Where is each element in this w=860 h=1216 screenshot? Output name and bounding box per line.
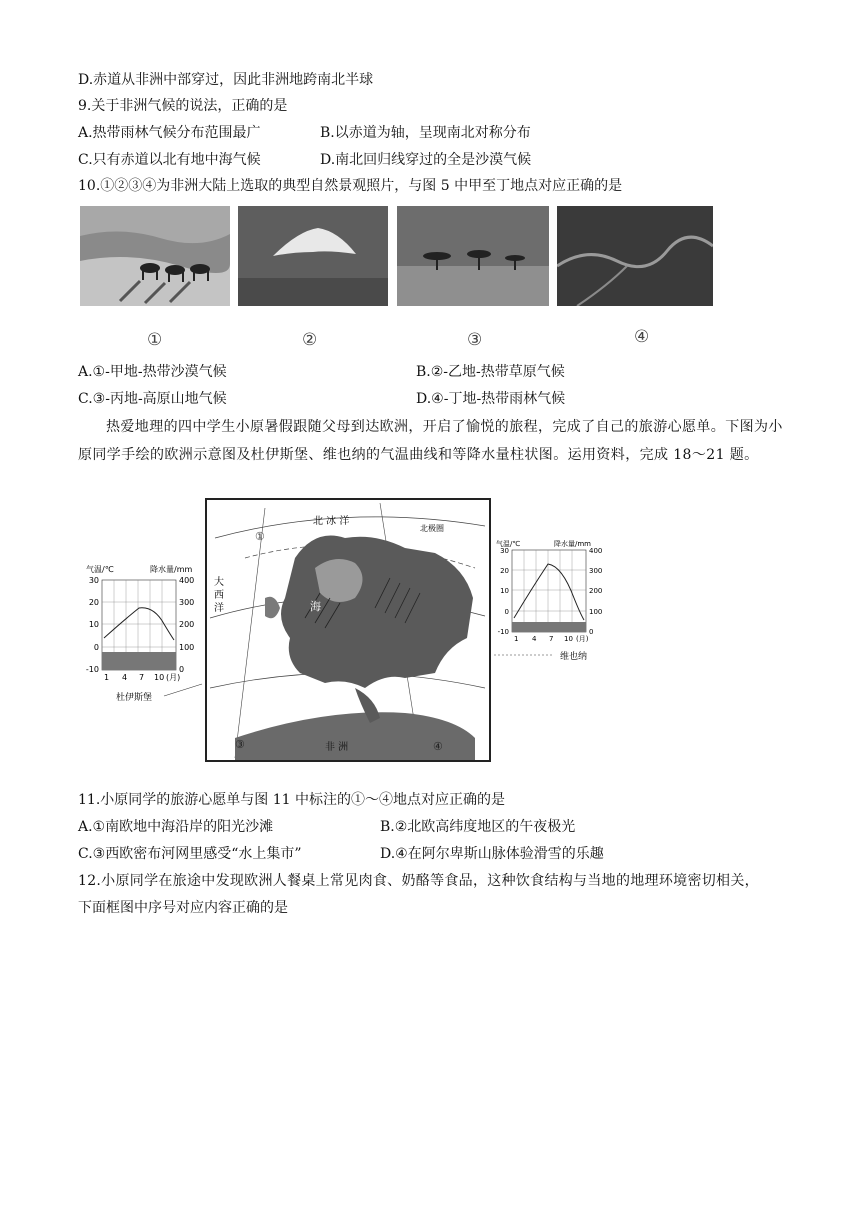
q11-option-a: A.①南欧地中海沿岸的阳光沙滩 — [78, 819, 274, 835]
q11-stem: 11.小原同学的旅游心愿单与图 11 中标注的①～④地点对应正确的是 — [78, 792, 505, 808]
right-xtick-7: 7 — [549, 635, 554, 643]
right-rtick-400: 400 — [589, 547, 603, 555]
climate-chart-duisburg — [84, 562, 204, 712]
right-xtick-1: 1 — [514, 635, 519, 643]
left-ylabel-temp: 气温/℃ — [86, 565, 114, 574]
q11-option-c: C.③西欧密布河网里感受“水上集市” — [78, 846, 302, 862]
q10-option-b: B.②-乙地-热带草原气候 — [416, 364, 565, 380]
photo-caption-1: ① — [147, 330, 163, 350]
map-arctic-circle: 北极圈 — [420, 524, 444, 533]
right-tick-10: 10 — [500, 587, 509, 595]
photo-caption-2: ② — [302, 330, 318, 350]
intro-paragraph: 热爱地理的四中学生小原暑假跟随父母到达欧洲，开启了愉悦的旅程，完成了自己的旅游心愿单。下图为小原同学手绘的欧洲示意图及杜伊斯堡、维也纳的气温曲线和等降水量柱状图。运用资料，完成 18～21 题。 — [78, 419, 783, 463]
q10-option-a: A.①-甲地-热带沙漠气候 — [78, 364, 227, 380]
q11-option-b: B.②北欧高纬度地区的午夜极光 — [380, 819, 576, 835]
right-rtick-300: 300 — [589, 567, 603, 575]
q10-option-d: D.④-丁地-热带雨林气候 — [416, 391, 566, 407]
left-rtick-200: 200 — [179, 620, 195, 629]
left-rtick-400: 400 — [179, 576, 195, 585]
q9-option-b: B.以赤道为轴，呈现南北对称分布 — [320, 125, 531, 141]
left-tick-10: 10 — [88, 620, 99, 629]
photo-savanna — [397, 206, 549, 306]
right-ylabel-precip: 降水量/mm — [554, 540, 591, 548]
left-ylabel-precip: 降水量/mm — [150, 565, 193, 574]
q11-option-d: D.④在阿尔卑斯山脉体验滑雪的乐趣 — [380, 846, 604, 862]
left-tick-20: 20 — [88, 598, 99, 607]
right-rtick-100: 100 — [589, 608, 603, 616]
q9-option-a: A.热带雨林气候分布范围最广 — [78, 125, 261, 141]
vienna-label: 维也纳 — [560, 652, 588, 662]
left-tick-m10: -10 — [85, 665, 99, 674]
left-xtick-7: 7 — [139, 673, 145, 682]
right-xtick-10: 10 — [564, 635, 573, 643]
left-xtick-4: 4 — [122, 673, 128, 682]
map-atlantic-ocean: 大 西 洋 — [211, 576, 223, 613]
duisburg-label: 杜伊斯堡 — [116, 693, 153, 703]
europe-map — [205, 498, 491, 762]
photo-snow-mountain — [238, 206, 388, 306]
map-mark-1: ① — [255, 530, 265, 543]
q9-option-d: D.南北回归线穿过的全是沙漠气候 — [320, 152, 532, 168]
photo-rainforest — [557, 206, 713, 306]
q12-stem: 12.小原同学在旅途中发现欧洲人餐桌上常见肉食、奶酪等食品，这种饮食结构与当地的地理环境密切相关， — [78, 873, 759, 889]
map-mark-3: ③ — [235, 738, 245, 751]
left-rtick-300: 300 — [179, 598, 195, 607]
right-tick-20: 20 — [500, 567, 509, 575]
left-rtick-0: 0 — [179, 665, 185, 674]
left-tick-30: 30 — [88, 576, 99, 585]
map-africa: 非 洲 — [325, 742, 349, 753]
left-tick-0: 0 — [93, 643, 99, 652]
left-xtick-10: 10 — [154, 673, 165, 682]
left-xtick-month: (月) — [166, 673, 181, 682]
q10-stem: 10.①②③④为非洲大陆上选取的典型自然景观照片，与图 5 中甲至丁地点对应正确的是 — [78, 178, 623, 194]
map-mark-4: ④ — [433, 740, 443, 753]
right-tick-0: 0 — [504, 608, 509, 616]
right-rtick-200: 200 — [589, 587, 603, 595]
q9-option-c: C.只有赤道以北有地中海气候 — [78, 152, 261, 168]
q10-option-c: C.③-丙地-高原山地气候 — [78, 391, 227, 407]
right-xtick-month: (月) — [576, 635, 589, 643]
left-rtick-100: 100 — [179, 643, 195, 652]
right-tick-30: 30 — [500, 547, 509, 555]
left-xtick-1: 1 — [104, 673, 110, 682]
map-arctic-ocean: 北 冰 洋 — [313, 516, 350, 527]
photo-caption-4: ④ — [634, 327, 650, 347]
photo-caption-3: ③ — [467, 330, 483, 350]
climate-chart-vienna — [494, 538, 614, 688]
right-xtick-4: 4 — [532, 635, 537, 643]
right-ylabel-temp: 气温/℃ — [496, 540, 521, 548]
q9-stem: 9.关于非洲气候的说法，正确的是 — [78, 98, 288, 114]
q12-stem-cont: 下面框图中序号对应内容正确的是 — [78, 900, 288, 916]
right-tick-m10: -10 — [497, 628, 509, 636]
map-sea-label: 海 — [310, 600, 321, 613]
photo-desert-camels — [80, 206, 230, 306]
q8-option-d: D.赤道从非洲中部穿过，因此非洲地跨南北半球 — [78, 72, 374, 88]
right-rtick-0: 0 — [589, 628, 594, 636]
